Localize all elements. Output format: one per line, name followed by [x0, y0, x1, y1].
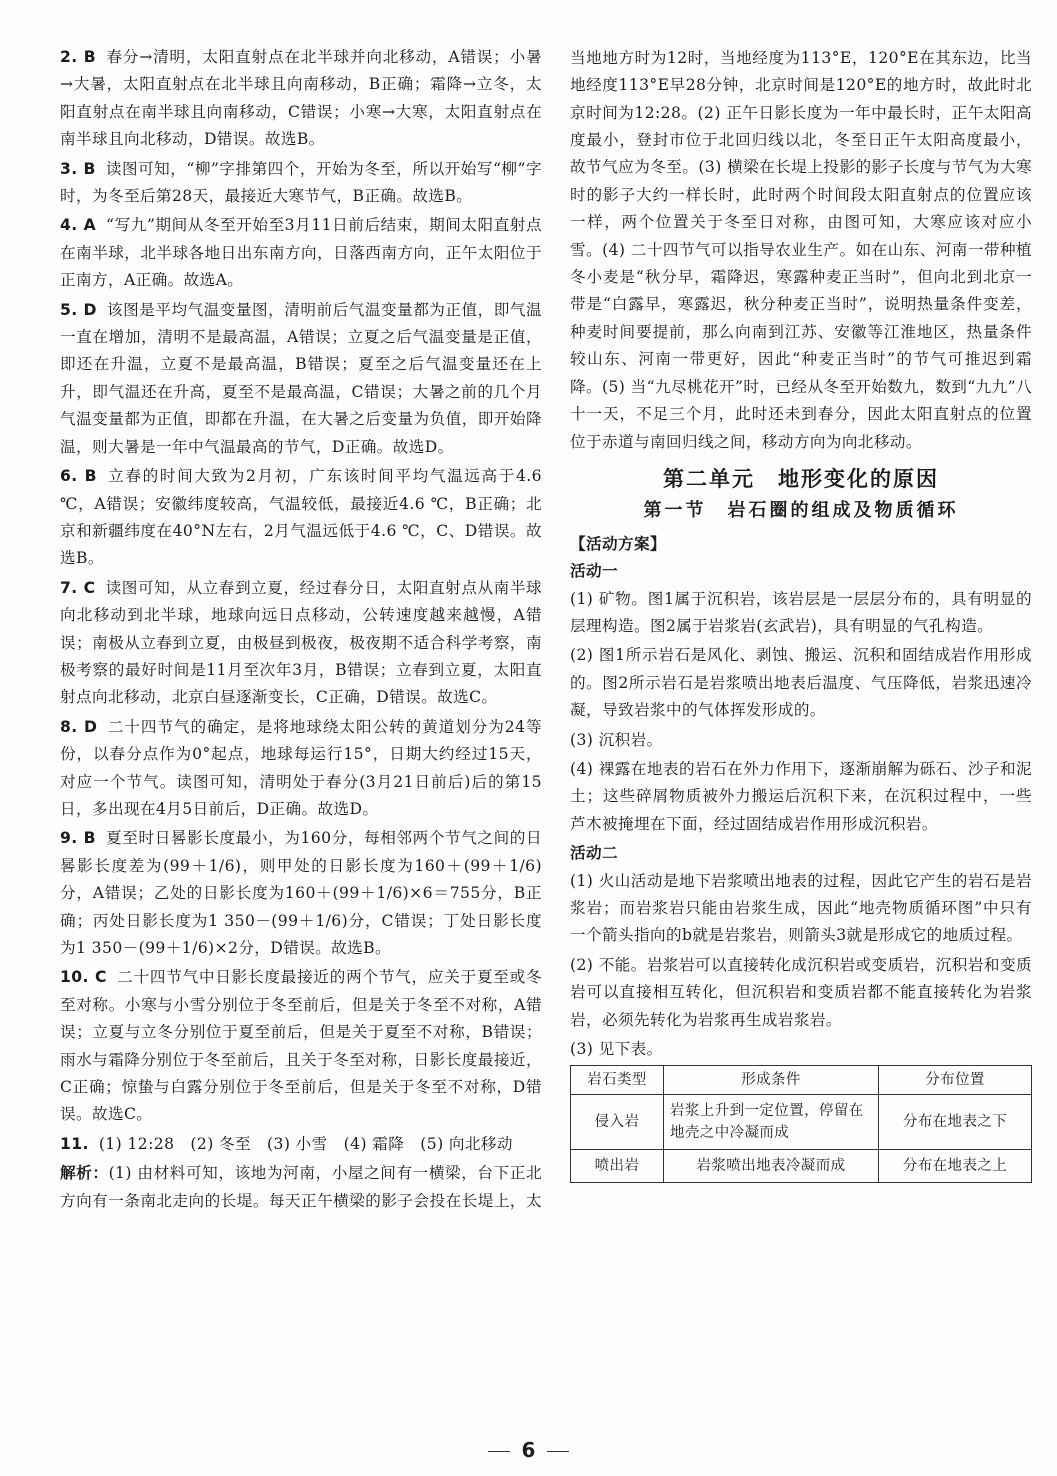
page-number: 6: [521, 1438, 536, 1462]
section-title: 第一节 岩石圈的组成及物质循环: [643, 500, 959, 522]
table-header-row: [571, 1066, 1032, 1095]
answer-number: 8. D: [60, 717, 98, 736]
table-cell: 侵入岩: [571, 1095, 664, 1150]
analysis: [60, 1160, 542, 1214]
answer-text: 立春的时间大致为2月初，广东该时间平均气温远高于4.6 ℃，A错误；安徽纬度较高，气温较低，最接近4.6 ℃，B正确；北京和新疆纬度在40°N左右，2月气温远低于4.6 ℃，C、D错误。故选B。: [60, 467, 542, 568]
table-header: 形成条件: [664, 1066, 879, 1095]
activity2-item: (3) 见下表。: [570, 1040, 663, 1059]
answer-item: [60, 1131, 542, 1158]
answer-number: 6. B: [60, 467, 97, 486]
activity2-title: 活动二: [570, 844, 618, 863]
activity2-item: (2) 不能。岩浆岩可以直接转化成沉积岩或变质岩，沉积岩和变质岩可以直接相互转化，但沉积岩和变质岩都不能直接转化为岩浆岩，必须先转化为岩浆再生成岩浆岩。: [570, 955, 1032, 1029]
footer-dash: [488, 1451, 510, 1452]
analysis-continued: [570, 44, 1032, 456]
activity1-item: (4) 裸露在地表的岩石在外力作用下，逐渐崩解为砾石、沙子和泥土；这些碎屑物质被外力搬运后沉积下来，在沉积过程中，一些芦木被掩埋在下面，经过固结成岩作用形成沉积岩。: [570, 759, 1032, 833]
answer-item: [60, 297, 542, 461]
analysis-label: 解析：: [60, 1164, 109, 1183]
answer-number: 9. B: [60, 829, 96, 848]
answer-item: [60, 964, 542, 1128]
answer-number: 10. C: [60, 968, 107, 987]
page-footer: [0, 1438, 1057, 1462]
activity1-title: 活动一: [570, 562, 618, 581]
answer-text: (1) 12:28 (2) 冬至 (3) 小雪 (4) 霜降 (5) 向北移动: [98, 1134, 513, 1153]
answer-item: [60, 44, 542, 154]
answer-text: 该图是平均气温变量图，清明前后气温变量都为正值，即气温一直在增加，清明不是最高温，A错误；立夏之后气温变量是正值，即还在升温，立夏不是最高温，B错误；夏至之后气温变量还在上升，即气温还在升高，夏至不是最高温，C错误；大暑之前的几个月气温变量都为正值，即都在升温，在大暑之后变量为负值，即开始降温，则大暑是一年中气温最高的节气，D正确。故选D。: [60, 300, 542, 456]
answer-item: [60, 714, 542, 824]
activity2-item: (1) 火山活动是地下岩浆喷出地表的过程，因此它产生的岩石是岩浆岩；而岩浆岩只能由岩浆生成，因此“地壳物质循环图”中只有一个箭头指向的b就是岩浆岩，则箭头3就是形成它的地质过程。: [570, 871, 1032, 945]
activity-plan-label: 【活动方案】: [570, 534, 666, 553]
answer-text: 春分→清明，太阳直射点在北半球并向北移动，A错误；小暑→大暑，太阳直射点在北半球且向南移动，B正确；霜降→立冬，太阳直射点在南半球且向南移动，C错误；小寒→大寒，太阳直射点在南半球且向北移动，D错误。故选B。: [60, 48, 542, 149]
unit-title: 第二单元 地形变化的原因: [663, 466, 939, 491]
table-cell: 岩浆喷出地表冷凝而成: [664, 1150, 879, 1183]
analysis-text-part1: (1) 由材料可知，该地为河南，小屋之间有一横梁，台下正北方向有一条南北走向的长堤。每天正午横梁的影子会投在长堤上，太: [60, 1164, 542, 1210]
table-cell: 喷出岩: [571, 1150, 664, 1183]
answer-item: [60, 825, 542, 962]
rock-type-table: [570, 1065, 1032, 1183]
right-column: [570, 44, 1032, 1183]
answer-item: [60, 212, 542, 294]
table-cell: 岩浆上升到一定位置，停留在地壳之中冷凝而成: [664, 1095, 879, 1150]
table-cell: 分布在地表之下: [879, 1095, 1032, 1150]
analysis-text-part2: 当地地方时为12时，当地经度为113°E，120°E在其东边，比当地经度113°E早28分钟，北京时间是120°E的地方时，故此时北京时间为12:28。(2) 正午日影长度为一年中最长时，正午太阳高度最小，登封市位于北回归线以北，冬至日正午太阳高度最小，故节气应为冬至。(3) 横梁在长堤上投影的影子长度与节气为大寒时的影子大约一样长时，此时两个时间段太阳直射点的位置应该一样，两个位置关于冬至日对称，由图可知，大寒应该对应小雪。(4) 二十四节气可以指导农业生产。如在山东、河南一带种植冬小麦是“秋分早，霜降迟，寒露种麦正当时”，但向北到北京一带是“白露早，寒露迟，秋分种麦正当时”，说明热量条件变差，种麦时间要提前，那么向南到江苏、安徽等江淮地区，热量条件较山东、河南一带更好，因此“种麦正当时”的节气可推迟到霜降。(5) 当“九尽桃花开”时，已经从冬至开始数九，数到“九九”八十一天，不足三个月，此时还未到春分，因此太阳直射点的位置位于赤道与南回归线之间，移动方向为向北移动。: [570, 48, 1032, 451]
answer-text: 二十四节气中日影长度最接近的两个节气，应关于夏至或冬至对称。小寒与小雪分别位于冬至前后，但是关于冬至不对称，A错误；立夏与立冬分别位于夏至前后，但是关于夏至不对称，B错误；雨水与霜降分别位于冬至前后，且关于冬至对称，日影长度最接近，C正确；惊蛰与白露分别位于冬至前后，但是关于冬至不对称，D错误。故选C。: [60, 968, 542, 1124]
table-header: 分布位置: [879, 1066, 1032, 1095]
answer-number: 3. B: [60, 159, 96, 178]
answer-number: 11.: [60, 1134, 89, 1153]
activity1-item: (3) 沉积岩。: [570, 730, 663, 749]
answer-text: 二十四节气的确定，是将地球绕太阳公转的黄道划分为24等份，以春分点作为0°起点，地球每运行15°，日期大约经过15天，对应一个节气。读图可知，清明处于春分(3月21日前后)后的第15日，多出现在4月5日前后，D正确。故选D。: [60, 717, 542, 818]
answer-item: [60, 463, 542, 573]
answer-text: 读图可知，从立春到立夏，经过春分日，太阳直射点从南半球向北移动到北半球，地球向远日点移动，公转速度越来越慢，A错误；南极从立春到立夏，由极昼到极夜，极夜期不适合科学考察，南极考察的最好时间是11月至次年3月，B错误；立春到立夏，太阳直射点向北移动，北京白昼逐渐变长，C正确，D错误。故选C。: [60, 578, 543, 707]
left-column: [60, 44, 542, 1216]
table-row: [571, 1095, 1032, 1150]
answer-text: 夏至时日晷影长度最小，为160分，每相邻两个节气之间的日晷影长度差为(99＋1/6)，则甲处的日影长度为160＋(99＋1/6)分，A错误；乙处的日影长度为160＋(99＋1/6)×6＝755分，B正确；丙处日影长度为1 350－(99＋1/6)分，C错误；丁处日影长度为1 350－(99＋1/6)×2分，D错误。故选B。: [60, 829, 542, 957]
answer-number: 5. D: [60, 300, 97, 319]
activity1-item: (2) 图1所示岩石是风化、剥蚀、搬运、沉积和固结成岩作用形成的。图2所示岩石是岩浆喷出地表后温度、气压降低，岩浆迅速冷凝，导致岩浆中的气体挥发形成的。: [570, 646, 1032, 720]
table-cell: 分布在地表之上: [879, 1150, 1032, 1183]
answer-text: “写九”期间从冬至开始至3月11日前后结束，期间太阳直射点在南半球，北半球各地日出东南方向，日落西南方向，正午太阳位于正南方，A正确。故选A。: [60, 216, 543, 290]
table-header: 岩石类型: [571, 1066, 664, 1095]
activity1-item: (1) 矿物。图1属于沉积岩，该岩层是一层层分布的，具有明显的层理构造。图2属于岩浆岩(玄武岩)，具有明显的气孔构造。: [570, 589, 1032, 635]
answer-number: 7. C: [60, 578, 96, 597]
answer-text: 读图可知，“柳”字排第四个，开始为冬至，所以开始写“柳”字时，为冬至后第28天，最接近大寒节气，B正确。故选B。: [60, 159, 542, 206]
answer-item: [60, 156, 542, 211]
answer-item: [60, 575, 542, 712]
footer-dash: [547, 1451, 569, 1452]
table-row: [571, 1150, 1032, 1183]
answer-number: 4. A: [60, 216, 97, 235]
answer-number: 2. B: [60, 48, 97, 66]
